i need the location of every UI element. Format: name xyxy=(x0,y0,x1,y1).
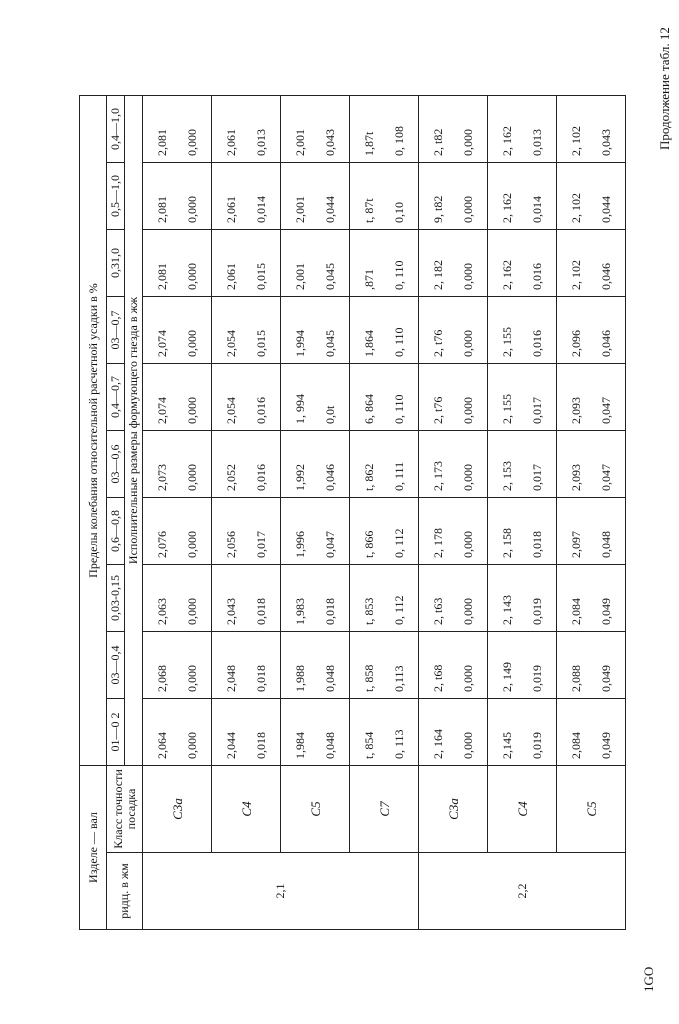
size-value: 1,992 xyxy=(292,464,307,491)
range-header: 0,6—0,8 xyxy=(107,498,125,565)
value-cell xyxy=(488,498,557,565)
size-value: t, 87t xyxy=(361,198,376,223)
tolerance-value: 0,013 xyxy=(529,129,544,156)
size-value: 2,096 xyxy=(568,330,583,357)
value-cell xyxy=(212,96,281,163)
size-value: 1,983 xyxy=(292,598,307,625)
size-value: 2,068 xyxy=(154,665,169,692)
value-cell xyxy=(350,565,419,632)
size-value: 1,984 xyxy=(292,732,307,759)
value-cell xyxy=(143,632,212,699)
value-cell xyxy=(281,297,350,364)
tolerance-value: 0,000 xyxy=(460,196,475,223)
tolerance-value: 0,000 xyxy=(184,263,199,290)
value-cell xyxy=(143,565,212,632)
tolerance-value: 0,047 xyxy=(598,464,613,491)
tolerance-value: 0,000 xyxy=(460,665,475,692)
tolerance-value: 0, 111 xyxy=(391,461,406,491)
header-diameter: ридц. в жм xyxy=(107,853,143,930)
tolerance-value: 0,000 xyxy=(460,330,475,357)
klass-cell: C5 xyxy=(281,766,350,853)
tolerance-value: 0,000 xyxy=(184,598,199,625)
tolerance-value: 0,018 xyxy=(322,598,337,625)
tolerance-value: 0, 108 xyxy=(391,126,406,156)
value-cell xyxy=(419,632,488,699)
tolerance-value: 0,044 xyxy=(598,196,613,223)
tolerance-value: 0, 110 xyxy=(391,327,406,357)
value-cell xyxy=(212,364,281,431)
size-value: 2,044 xyxy=(223,732,238,759)
size-value: 2,073 xyxy=(154,464,169,491)
size-value: 2,084 xyxy=(568,598,583,625)
size-value: 2,088 xyxy=(568,665,583,692)
tolerance-value: 0,014 xyxy=(253,196,268,223)
tolerance-value: 0, 110 xyxy=(391,260,406,290)
header-ispoln: Исполнительные размеры формующего гнезда в жж xyxy=(125,96,143,766)
header-klass: Класс точности посадка xyxy=(107,766,143,853)
table-row xyxy=(419,96,488,930)
value-cell xyxy=(557,297,626,364)
tolerance-value: 0, 110 xyxy=(391,394,406,424)
value-cell xyxy=(143,364,212,431)
value-cell xyxy=(212,699,281,766)
value-cell xyxy=(143,498,212,565)
value-cell xyxy=(488,297,557,364)
table-row xyxy=(212,96,281,930)
tolerance-value: 0,000 xyxy=(460,464,475,491)
size-value: 1,996 xyxy=(292,531,307,558)
size-value: 1,994 xyxy=(292,330,307,357)
range-header: 0,03-0,15 xyxy=(107,565,125,632)
value-cell xyxy=(350,498,419,565)
tolerance-value: 0,000 xyxy=(184,732,199,759)
size-value: 2,061 xyxy=(223,129,238,156)
value-cell xyxy=(281,163,350,230)
tolerance-value: 0,018 xyxy=(253,598,268,625)
table-row xyxy=(557,96,626,930)
diameter-cell: 2,1 xyxy=(143,853,419,930)
size-value: 2,076 xyxy=(154,531,169,558)
header-izdelie: Изделе — вал xyxy=(80,766,107,930)
size-value: 2, t63 xyxy=(430,597,445,625)
size-value: 2, 102 xyxy=(568,193,583,223)
tolerance-value: 0,048 xyxy=(322,665,337,692)
range-header: 0,5—1,0 xyxy=(107,163,125,230)
table-row xyxy=(488,96,557,930)
size-value: 2, 102 xyxy=(568,260,583,290)
size-value: t, 853 xyxy=(361,597,376,625)
range-header: 01—0 2 xyxy=(107,699,125,766)
size-value: 2, 173 xyxy=(430,461,445,491)
value-cell xyxy=(488,230,557,297)
range-header: 03—0,4 xyxy=(107,632,125,699)
value-cell xyxy=(281,96,350,163)
value-cell xyxy=(488,364,557,431)
size-value: 2,074 xyxy=(154,397,169,424)
tolerance-value: 0,016 xyxy=(253,397,268,424)
size-value: 2,064 xyxy=(154,732,169,759)
size-value: 6, 864 xyxy=(361,394,376,424)
size-value: 2,054 xyxy=(223,397,238,424)
size-value: 2, 155 xyxy=(499,327,514,357)
tolerance-value: 0,019 xyxy=(529,598,544,625)
tolerance-value: 0,000 xyxy=(184,397,199,424)
value-cell xyxy=(557,498,626,565)
tolerance-value: 0,017 xyxy=(529,397,544,424)
page-number: 1GO xyxy=(641,966,656,992)
size-value: 2,054 xyxy=(223,330,238,357)
tolerance-value: 0,000 xyxy=(460,263,475,290)
tolerance-value: 0,016 xyxy=(529,263,544,290)
tolerance-value: 0,048 xyxy=(322,732,337,759)
size-value: 2,001 xyxy=(292,129,307,156)
tolerance-value: 0,0t xyxy=(322,405,337,424)
tolerance-value: 0,000 xyxy=(460,732,475,759)
tolerance-value: 0,046 xyxy=(598,330,613,357)
tolerance-value: 0,049 xyxy=(598,598,613,625)
value-cell xyxy=(143,96,212,163)
tolerance-value: 0,000 xyxy=(184,129,199,156)
tolerance-value: 0,013 xyxy=(253,129,268,156)
tolerance-value: 0,046 xyxy=(598,263,613,290)
tolerance-value: 0,018 xyxy=(253,665,268,692)
value-cell xyxy=(212,297,281,364)
klass-cell: C3a xyxy=(143,766,212,853)
value-cell xyxy=(557,431,626,498)
size-value: 2,074 xyxy=(154,330,169,357)
size-value: t, 862 xyxy=(361,463,376,491)
value-cell xyxy=(488,96,557,163)
size-value: 2, t82 xyxy=(430,128,445,156)
value-cell xyxy=(557,565,626,632)
size-value: 2, 178 xyxy=(430,528,445,558)
value-cell xyxy=(281,498,350,565)
tolerance-value: 0,044 xyxy=(322,196,337,223)
size-value: ,871 xyxy=(361,269,376,290)
tolerance-value: 0,015 xyxy=(253,263,268,290)
value-cell xyxy=(419,230,488,297)
value-cell xyxy=(419,431,488,498)
tolerance-value: 0,000 xyxy=(460,531,475,558)
value-cell xyxy=(350,364,419,431)
tolerance-value: 0,049 xyxy=(598,665,613,692)
range-header: 03—0,6 xyxy=(107,431,125,498)
value-cell xyxy=(350,230,419,297)
value-cell xyxy=(488,699,557,766)
value-cell xyxy=(143,297,212,364)
size-value: 2,081 xyxy=(154,129,169,156)
value-cell xyxy=(488,632,557,699)
size-value: 2,001 xyxy=(292,263,307,290)
size-value: 2, 182 xyxy=(430,260,445,290)
value-cell xyxy=(488,565,557,632)
size-value: 2, 162 xyxy=(499,260,514,290)
value-cell xyxy=(557,364,626,431)
size-value: 2, t76 xyxy=(430,396,445,424)
tolerance-value: 0,043 xyxy=(322,129,337,156)
value-cell xyxy=(350,699,419,766)
tolerance-value: 0,015 xyxy=(253,330,268,357)
tolerance-value: 0,018 xyxy=(529,531,544,558)
tolerance-value: 0, 112 xyxy=(391,528,406,558)
klass-cell: C3a xyxy=(419,766,488,853)
value-cell xyxy=(281,431,350,498)
value-cell xyxy=(419,565,488,632)
value-cell xyxy=(350,632,419,699)
tolerance-value: 0,016 xyxy=(529,330,544,357)
size-value: 2,081 xyxy=(154,263,169,290)
size-value: 2, 158 xyxy=(499,528,514,558)
value-cell xyxy=(488,163,557,230)
tolerance-value: 0,049 xyxy=(598,732,613,759)
range-header: 0,4—1,0 xyxy=(107,96,125,163)
tolerance-value: 0,000 xyxy=(460,129,475,156)
size-value: t, 866 xyxy=(361,530,376,558)
value-cell xyxy=(212,431,281,498)
value-cell xyxy=(143,431,212,498)
table-title: Продолжение табл. 12 xyxy=(657,27,672,150)
tolerance-value: 0, 113 xyxy=(391,729,406,759)
diameter-cell: 2,2 xyxy=(419,853,626,930)
size-value: 2, 153 xyxy=(499,461,514,491)
size-value: 2,001 xyxy=(292,196,307,223)
size-value: 2, 143 xyxy=(499,595,514,625)
value-cell xyxy=(488,431,557,498)
tolerance-value: 0,018 xyxy=(253,732,268,759)
tolerance-value: 0,014 xyxy=(529,196,544,223)
size-value: 1,864 xyxy=(361,330,376,357)
value-cell xyxy=(419,498,488,565)
size-value: 2, 162 xyxy=(499,193,514,223)
value-cell xyxy=(350,297,419,364)
size-value: 2,093 xyxy=(568,464,583,491)
tolerance-value: 0, 112 xyxy=(391,595,406,625)
size-value: 2,097 xyxy=(568,531,583,558)
size-value: 2,043 xyxy=(223,598,238,625)
tolerance-value: 0,019 xyxy=(529,732,544,759)
value-cell xyxy=(350,163,419,230)
value-cell xyxy=(281,632,350,699)
table-row xyxy=(350,96,419,930)
size-value: t, 858 xyxy=(361,664,376,692)
size-value: 2, 102 xyxy=(568,126,583,156)
tolerance-value: 0,000 xyxy=(184,531,199,558)
value-cell xyxy=(212,230,281,297)
value-cell xyxy=(557,96,626,163)
size-value: 2, 162 xyxy=(499,126,514,156)
tolerance-value: 0,000 xyxy=(460,598,475,625)
size-value: 1,87t xyxy=(361,131,376,156)
tolerance-value: 0,000 xyxy=(184,196,199,223)
value-cell xyxy=(557,632,626,699)
value-cell xyxy=(281,699,350,766)
size-value: 2, t68 xyxy=(430,664,445,692)
tolerance-value: 0,047 xyxy=(598,397,613,424)
tolerance-value: 0,045 xyxy=(322,330,337,357)
size-value: t, 854 xyxy=(361,731,376,759)
tolerance-value: 0,048 xyxy=(598,531,613,558)
tolerance-value: 0,016 xyxy=(253,464,268,491)
value-cell xyxy=(557,699,626,766)
size-value: 2,061 xyxy=(223,263,238,290)
tolerance-value: 0,047 xyxy=(322,531,337,558)
size-value: 2, 164 xyxy=(430,729,445,759)
value-cell xyxy=(350,431,419,498)
tolerance-value: 0,10 xyxy=(391,202,406,223)
value-cell xyxy=(212,565,281,632)
size-value: 2,145 xyxy=(499,732,514,759)
tolerance-value: 0,000 xyxy=(184,665,199,692)
size-value: 2, 155 xyxy=(499,394,514,424)
value-cell xyxy=(419,163,488,230)
value-cell xyxy=(281,230,350,297)
size-value: 2,063 xyxy=(154,598,169,625)
tolerance-value: 0,017 xyxy=(253,531,268,558)
tolerance-value: 0,019 xyxy=(529,665,544,692)
klass-cell: C4 xyxy=(212,766,281,853)
size-value: 2,061 xyxy=(223,196,238,223)
tolerance-value: 0,017 xyxy=(529,464,544,491)
value-cell xyxy=(281,565,350,632)
range-header: 03—0,7 xyxy=(107,297,125,364)
size-value: 2,048 xyxy=(223,665,238,692)
size-value: 1, 994 xyxy=(292,394,307,424)
klass-cell: C4 xyxy=(488,766,557,853)
value-cell xyxy=(557,163,626,230)
size-value: 2,052 xyxy=(223,464,238,491)
tolerance-value: 0,000 xyxy=(184,330,199,357)
value-cell xyxy=(419,96,488,163)
value-cell xyxy=(350,96,419,163)
tolerance-value: 0,046 xyxy=(322,464,337,491)
value-cell xyxy=(557,230,626,297)
header-pred: Пределы колебания относительной расчетной усадки в % xyxy=(80,96,107,766)
value-cell xyxy=(419,297,488,364)
value-cell xyxy=(143,699,212,766)
value-cell xyxy=(143,163,212,230)
table-row xyxy=(143,96,212,930)
value-cell xyxy=(419,364,488,431)
size-value: 2,081 xyxy=(154,196,169,223)
size-value: 2,056 xyxy=(223,531,238,558)
data-table xyxy=(79,95,626,930)
size-value: 9, t82 xyxy=(430,195,445,223)
value-cell xyxy=(143,230,212,297)
value-cell xyxy=(419,699,488,766)
value-cell xyxy=(212,498,281,565)
table-row xyxy=(281,96,350,930)
range-header: 0,4—0,7 xyxy=(107,364,125,431)
size-value: 2,084 xyxy=(568,732,583,759)
klass-cell: C7 xyxy=(350,766,419,853)
size-value: 2, 149 xyxy=(499,662,514,692)
value-cell xyxy=(212,632,281,699)
tolerance-value: 0,043 xyxy=(598,129,613,156)
value-cell xyxy=(212,163,281,230)
tolerance-value: 0,113 xyxy=(391,665,406,692)
size-value: 2, t76 xyxy=(430,329,445,357)
klass-cell: C5 xyxy=(557,766,626,853)
tolerance-value: 0,000 xyxy=(184,464,199,491)
value-cell xyxy=(281,364,350,431)
size-value: 2,093 xyxy=(568,397,583,424)
tolerance-value: 0,000 xyxy=(460,397,475,424)
size-value: 1,988 xyxy=(292,665,307,692)
tolerance-value: 0,045 xyxy=(322,263,337,290)
range-header: 0,31,0 xyxy=(107,230,125,297)
